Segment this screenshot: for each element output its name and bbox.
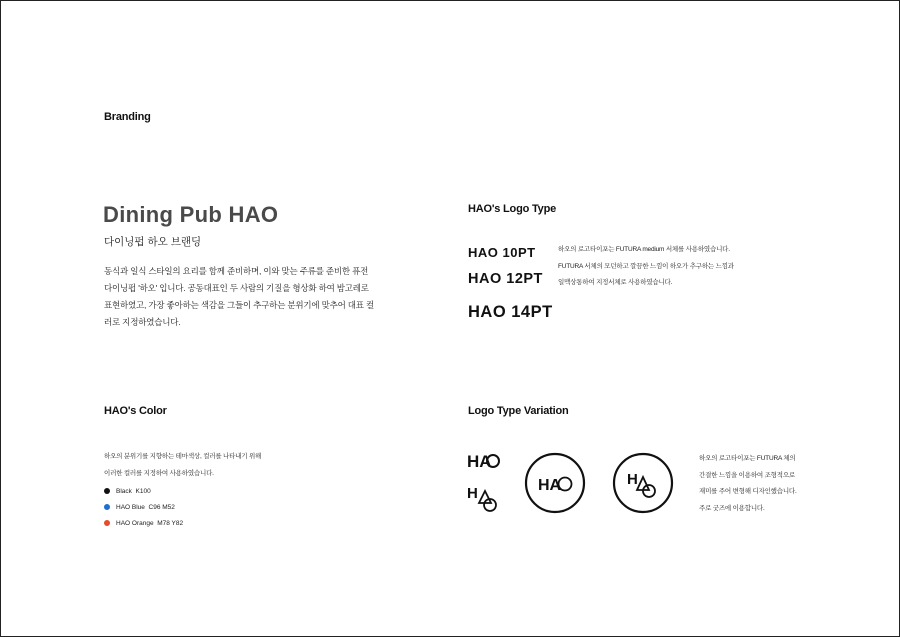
swatch-blue [104,499,183,515]
intro-line: 동식과 일식 스타일의 요리를 함께 준비하며, 이와 맞는 주류를 준비한 퓨전 [104,266,369,276]
variation-desc-line: 주로 굿즈에 이용합니다. [699,504,765,512]
logo-type-desc-line: FUTURA 서체의 모던하고 깔끔한 느낌이 하오가 추구하는 느낌과 [558,262,734,270]
logo-type-desc-line: 하오의 로고타이포는 FUTURA medium 서체를 사용하였습니다. [558,246,730,253]
hao-circle-badge-icon [523,451,587,515]
variation-desc-line: 하오의 로고타이포는 FUTURA 체의 [699,455,796,462]
swatch-name: HAO Orange [116,519,154,527]
logo-sample-14pt: HAO 14PT [468,303,553,321]
badge-letter: H [627,471,638,488]
blue-dot-icon [104,504,110,510]
swatch-orange [104,515,183,531]
logo-sample-12pt: HAO 12PT [468,271,543,287]
variation-desc-line: 재미를 주어 변형해 디자인했습니다. [699,488,797,495]
swatch-code: C96 M52 [148,503,175,511]
intro-description [104,263,394,331]
hao-stacked-logo-icon [467,483,501,515]
color-description [104,449,284,482]
black-dot-icon [104,488,110,494]
intro-line: 표현하였고, 가장 좋아하는 색감을 그들이 추구하는 분위기에 맞추어 대표 컬 [104,300,374,310]
swatch-code: K100 [135,487,151,495]
logo-letter: H [467,485,478,502]
hao-horizontal-logo-icon [467,449,503,473]
branding-label: Branding [104,111,151,123]
intro-line: 다이닝펍 '하오' 입니다. 공동대표인 두 사람의 기질을 형상화 하여 밤고레로 [104,283,369,293]
logo-letters: HA [467,452,492,471]
logo-type-label: HAO's Logo Type [468,203,557,215]
logo-type-desc-line: 일맥상통하여 지정서체로 사용하였습니다. [558,279,673,286]
color-desc-line: 하오의 분위기를 지향하는 테마색상, 컬러를 나타내기 위해 [104,453,262,460]
swatch-name: Black [116,487,132,495]
swatch-black [104,483,183,499]
intro-line: 러로 지정하였습니다. [104,317,181,327]
logo-type-description [558,242,758,292]
swatch-code: M78 Y82 [157,519,184,527]
logo-sample-10pt: HAO 10PT [468,245,536,260]
variation-label: Logo Type Variation [468,405,569,417]
page-title: Dining Pub HAO [103,202,279,227]
hao-circle-stacked-badge-icon [611,451,675,515]
color-label: HAO's Color [104,405,167,417]
variation-description [699,451,829,517]
badge-letters: HA [538,477,562,494]
swatch-name: HAO Blue [116,503,145,511]
page-subtitle: 다이닝펍 하오 브랜딩 [104,236,202,248]
orange-dot-icon [104,520,110,526]
color-swatch-list [104,483,183,531]
color-desc-line: 이러한 컬러를 지정하여 사용하였습니다. [104,469,214,477]
variation-desc-line: 간결한 느낌을 이용하여 조형적으로 [699,471,796,479]
